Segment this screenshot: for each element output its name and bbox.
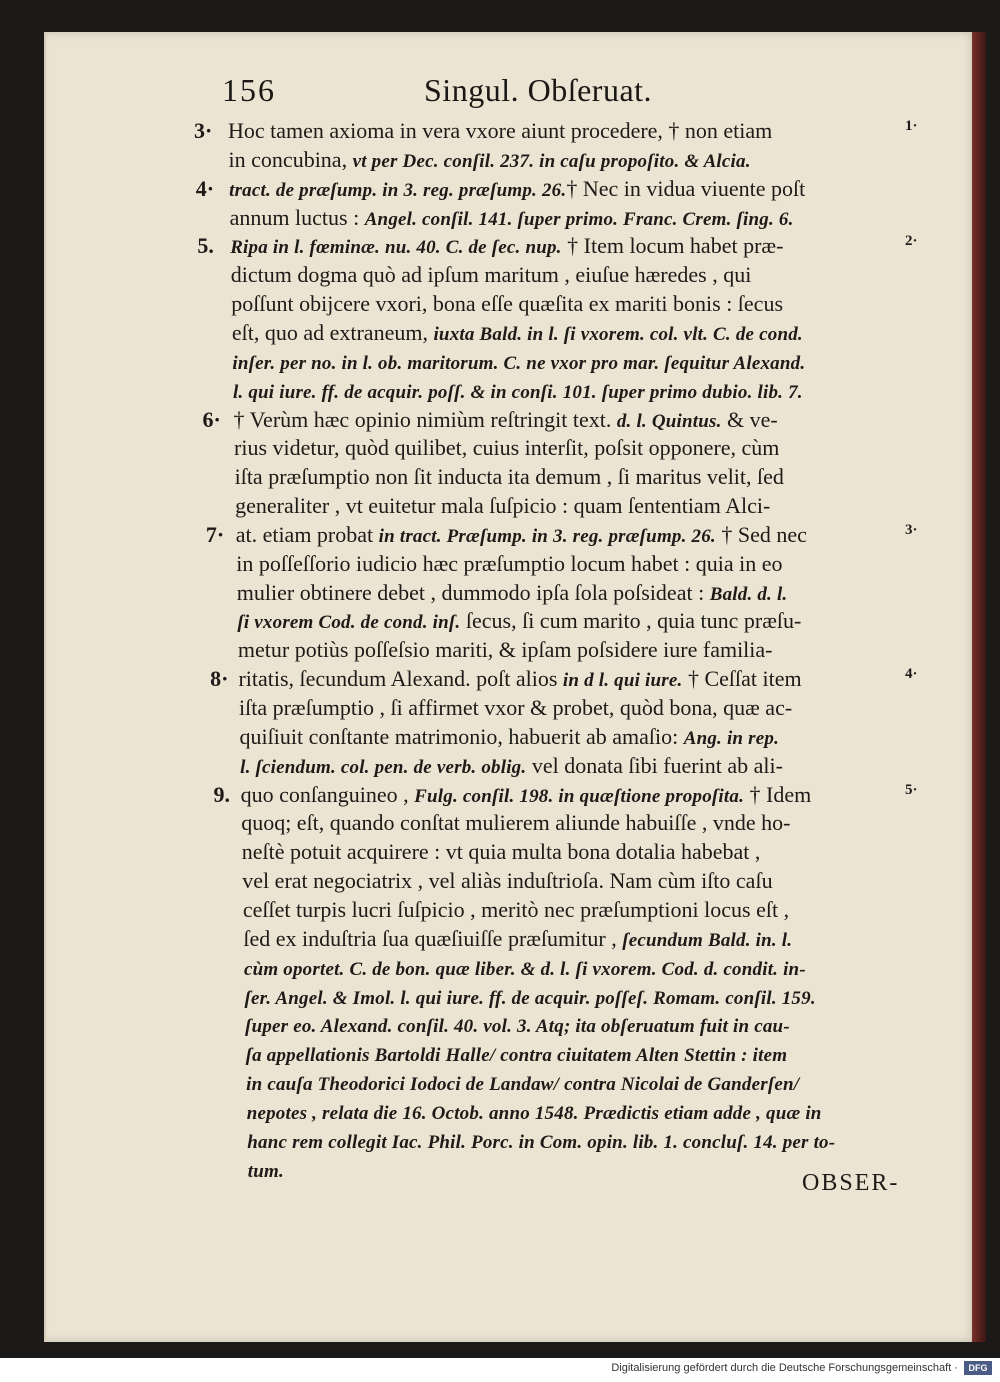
line-text [237,580,788,606]
body-text: † Idem [744,781,812,807]
citation-text: hanc rem collegit Iac. Phil. Porc. in Com. opin. lib. 1. concluſ. 14. per to- [247,1131,836,1153]
citation-text: ſi vxorem Cod. de cond. inſ. [237,612,461,634]
body-text: quiſiuit conſtante matrimonio, habuerit ab amaſio: [239,723,684,749]
line-text [235,493,770,519]
citation-text: tum. [247,1160,284,1182]
body-text: † Item locum habet præ- [561,233,784,259]
body-text: † Ceſſat item [682,666,802,692]
body-text: metur potiùs poſſeſsio mariti, & ipſam poſsidere iure familia- [237,637,773,663]
line-text [248,1157,284,1183]
line-note-number: 3· [194,118,213,143]
citation-text: ſer. Angel. & Imol. l. qui iure. ff. de acquir. poſſeſ. Romam. conſil. 159. [244,987,816,1009]
line-text [234,407,778,433]
citation-text: ſa appellationis Bartoldi Halle/ contra ciuitatem Alten Stettin : item [245,1045,788,1067]
body-text: rius videtur, quòd quilibet, cuius interſit, poſsit opponere, cùm [234,435,780,461]
line-text [234,435,779,461]
footer-credit: Digitalisierung gefördert durch die Deutsche Forschungsgemeinschaft · [611,1362,958,1374]
line-text [241,782,812,808]
citation-text: inſer. per no. in l. ob. maritorum. C. ne vxor pro mar. ſequitur Alexand. [232,352,806,374]
body-text: vel erat negociatrix , vel aliàs induſtrioſa. Nam cùm iſto caſu [242,868,773,894]
page-header [0,72,1000,122]
line-text [232,349,805,375]
citation-text: Ang. in rep. [683,727,780,749]
line-text [245,1012,790,1038]
line-text [246,1041,788,1067]
line-text [240,724,780,750]
line-text [230,205,794,231]
line-text [247,1099,822,1125]
body-text: & ve- [721,406,778,432]
line-text [239,695,792,721]
line-text [229,147,751,173]
line-text [238,637,773,663]
margin-note-number: 5· [905,781,918,798]
citation-text: in tract. Præſump. in 3. reg. præſump. 26. [378,525,716,547]
citation-text: ſuper eo. Alexand. conſil. 40. vol. 3. Atq; ita obſeruatum fuit in cau- [245,1016,790,1038]
line-note-number: 4· [195,175,215,201]
line-note-number: 7· [205,521,225,547]
body-text: † Sed nec [715,521,807,547]
line-text [228,118,772,144]
citation-text: Ripa in l. fœminæ. nu. 40. C. de ſec. nup. [230,237,562,259]
body-text: Hoc tamen axioma in vera vxore aiunt procedere, † non etiam [228,118,773,143]
margin-note-number: 1· [905,118,918,134]
line-text [236,551,782,577]
folio-number: 156 [222,72,276,108]
citation-text: in cauſa Theodorici Iodoci de Landaw/ contra Nicolai de Ganderſen/ [246,1074,800,1096]
body-text: dictum dogma quò ad ipſum maritum , eiuſue hæredes , qui [230,262,752,288]
line-text [230,233,783,259]
line-text [244,955,806,981]
line-text [243,926,792,952]
line-text [231,291,783,317]
line-text [236,522,807,548]
line-note-number: 9. [213,781,231,807]
citation-text: iuxta Bald. in l. ſi vxorem. col. vlt. C. de cond. [433,323,803,345]
body-text: iſta præſumptio , ſi affirmet vxor & probet, quòd bona, quæ ac- [239,695,793,720]
line-text [237,608,801,634]
body-text: iſta præſumptio non ſit inducta ita demum , ſi maritus velit, ſed [234,464,784,490]
citation-text: cùm oportet. C. de bon. quæ liber. & d. l. ſi vxorem. Cod. d. condit. in- [243,958,806,980]
body-text: mulier obtinere debet , dummodo ipſa ſola poſsideat : [236,579,710,605]
line-note-number: 8· [210,666,229,692]
dfg-logo: DFG [964,1361,992,1375]
line-text [246,1070,799,1096]
body-text: at. etiam probat [235,521,379,547]
citation-text: in d l. qui iure. [562,670,683,692]
body-text: † Verùm hæc opinio nimiùm reſtringit text. [233,406,617,432]
line-text [240,753,783,779]
margin-note-number: 4· [905,666,918,683]
footer-bar [0,1358,1000,1382]
line-text [242,839,761,865]
body-text: poſſunt obijcere vxori, bona eſſe quæſita ex mariti bonis : ſecus [231,291,784,317]
line-text [232,320,803,346]
body-text: ſed ex induſtria ſua quæſiuiſſe præſumitur , [243,925,623,951]
citation-text: l. qui iure. ff. de acquir. poſſ. & in conſi. 101. ſuper primo dubio. lib. 7. [232,381,803,403]
body-text: ritatis, ſecundum Alexand. poſt alios [238,666,563,692]
line-text [233,378,803,404]
line-note-number: 5. [197,233,214,259]
line-text [238,666,801,692]
line-text [231,262,752,288]
citation-text: Fulg. conſil. 198. in quæſtione propoſita. [414,785,745,807]
line-text [247,1128,835,1154]
catchword: OBSER- [802,1170,900,1196]
body-text: ceſſet turpis lucri ſuſpicio , meritò nec præſumptioni locus eſt , [242,896,790,922]
body-text: ſecus, ſi cum marito , quia tunc præſu- [460,608,802,634]
body-text: † Nec in vidua viuente poſt [566,175,806,201]
body-text: neſtè potuit acquirere : vt quia multa bona dotalia habebat , [241,839,761,865]
body-text: quoq; eſt, quando conſtat mulierem aliunde habuiſſe , vnde ho- [241,810,791,836]
body-text: generaliter , vt euitetur mala ſuſpicio : quam ſententiam Alci- [235,493,771,519]
citation-text: l. ſciendum. col. pen. de verb. oblig. [240,756,527,778]
line-text [245,984,816,1010]
margin-note-number: 3· [905,521,918,538]
running-title: Singul. Obſeruat. [424,72,653,108]
body-text: quo conſanguineo , [240,781,415,807]
body-text: annum luctus : [229,204,365,230]
citation-text: Bald. d. l. [709,583,788,605]
margin-note-number: 2· [905,233,918,250]
line-text [243,897,789,923]
citation-text: ſecundum Bald. in. l. [622,929,793,951]
citation-text: Angel. conſil. 141. ſuper primo. Franc. Crem. ſing. 6. [364,208,794,230]
citation-text: d. l. Quintus. [616,410,722,432]
citation-text: nepotes , relata die 16. Octob. anno 1548. Prædictis etiam adde , quæ in [246,1102,822,1124]
body-text: in poſſeſſorio iudicio hæc præſumptio locum habet : quia in eo [236,550,783,576]
line-text [235,464,784,490]
citation-text: vt per Dec. conſil. 237. in caſu propoſito. & Alcia. [352,150,751,172]
body-text: eſt, quo ad extraneum, [231,319,434,345]
line-text [242,868,772,894]
line-note-number: 6· [202,406,221,432]
body-text: vel donata ſibi fuerint ab ali- [526,752,783,778]
line-text [229,176,805,202]
citation-text: tract. de præſump. in 3. reg. præſump. 26. [229,179,567,201]
line-text [241,810,790,836]
body-text: in concubina, [228,146,353,172]
